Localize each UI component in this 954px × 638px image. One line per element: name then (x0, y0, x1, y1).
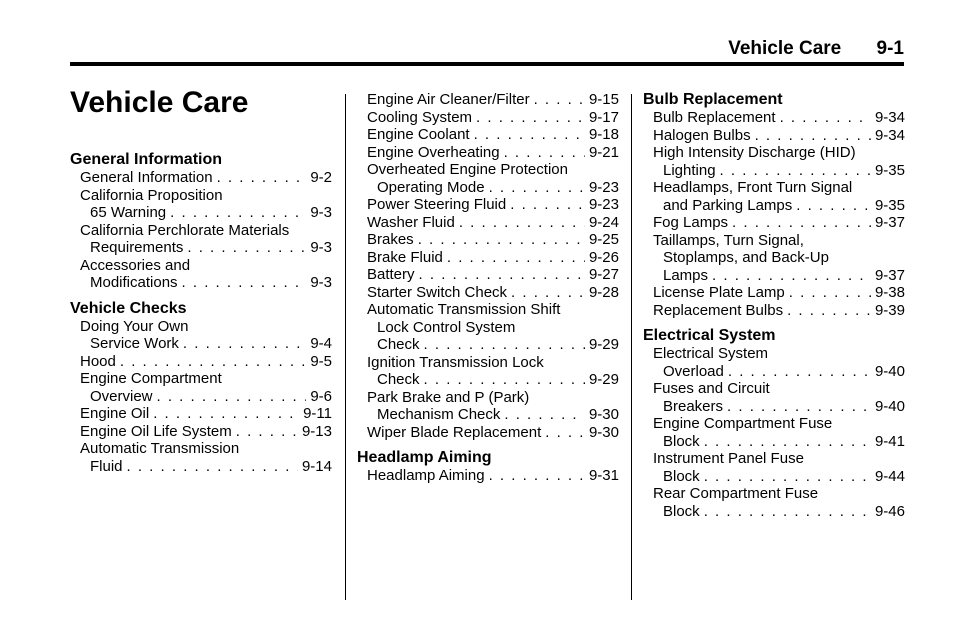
toc-page-number: 9-34 (874, 126, 905, 144)
toc-entry (643, 302, 905, 320)
dot-leader (545, 424, 585, 442)
toc-entry (70, 187, 332, 222)
toc-entry-line (653, 468, 905, 486)
toc-entry-line (80, 187, 332, 205)
toc-entry-line (653, 284, 905, 302)
toc-page-number: 9-34 (874, 109, 905, 126)
toc-page-number: 9-28 (588, 283, 619, 301)
toc-page-number: 9-44 (874, 467, 905, 485)
dot-leader (187, 239, 306, 257)
toc-entry-line (80, 353, 332, 371)
dot-leader (504, 144, 585, 162)
toc-entry-line (367, 301, 619, 319)
toc-entry-label: Service Work (90, 335, 179, 352)
toc-entry-label: Engine Compartment (80, 370, 222, 387)
toc-entry-line (653, 214, 905, 232)
dot-leader (459, 214, 585, 232)
toc-entry-line (653, 267, 905, 285)
toc-entry (357, 389, 619, 424)
dot-leader (120, 353, 306, 371)
running-header-page-number: 9-1 (876, 38, 904, 59)
toc-entry-label: Instrument Panel Fuse (653, 450, 804, 467)
toc-entry (70, 423, 332, 441)
toc-entry-label: Fluid (90, 457, 123, 475)
dot-leader (170, 204, 306, 222)
toc-entry-line (653, 485, 905, 503)
toc-page-number: 9-30 (588, 423, 619, 441)
section-heading: Bulb Replacement (643, 91, 783, 108)
toc-page-number: 9-31 (588, 467, 619, 484)
toc-entry (357, 284, 619, 302)
toc-entry (70, 222, 332, 257)
toc-entry-line (80, 335, 332, 353)
toc-entry (357, 91, 619, 109)
toc-entry (643, 485, 905, 520)
toc-entry-label: Requirements (90, 239, 184, 256)
dot-leader (504, 406, 585, 424)
toc-entry-label: Engine Oil (80, 405, 150, 422)
toc-page-number: 9-27 (588, 266, 619, 283)
toc-page-number: 9-3 (310, 204, 332, 221)
dot-leader (424, 371, 585, 389)
toc-entry-line (367, 284, 619, 302)
toc-entry-line (80, 274, 332, 292)
toc-entry-label: Lamps (663, 266, 709, 284)
toc-entry (643, 450, 905, 485)
toc-page-number: 9-37 (874, 214, 905, 231)
toc-entry-label: California Perchlorate Materials (80, 221, 290, 239)
toc-entry-label: Engine Air Cleaner/Filter (367, 91, 530, 108)
header-rule (70, 62, 904, 66)
toc-page-number: 9-23 (588, 178, 619, 196)
toc-entry-label: Block (663, 432, 700, 450)
toc-entry-line (367, 336, 619, 354)
toc-page-number: 9-40 (874, 397, 905, 415)
toc-page-number: 9-3 (310, 239, 332, 256)
toc-entry-line (80, 440, 332, 458)
dot-leader (157, 388, 307, 406)
toc-entry-line (367, 196, 619, 214)
toc-entry-label: Starter Switch Check (367, 283, 508, 301)
toc-entry-line (367, 91, 619, 109)
toc-entry-line (653, 144, 905, 162)
toc-entry (70, 318, 332, 353)
toc-entry (70, 169, 332, 187)
toc-entry-label: Engine Compartment Fuse (653, 415, 833, 432)
toc-entry-line (653, 380, 905, 398)
toc-entry-label: Electrical System (653, 345, 769, 362)
toc-entry-label: Engine Overheating (367, 143, 500, 161)
dot-leader (419, 266, 585, 284)
toc-page-number: 9-13 (301, 422, 332, 440)
toc-entry (357, 231, 619, 249)
toc-page-number: 9-17 (588, 108, 619, 126)
toc-page-number: 9-18 (588, 126, 619, 143)
toc-entry (643, 179, 905, 214)
toc-entry-line (80, 239, 332, 257)
toc-entry (357, 467, 619, 485)
dot-leader (183, 335, 306, 353)
toc-entry-label: 65 Warning (90, 204, 167, 221)
dot-leader (720, 162, 871, 180)
toc-entry-label: Rear Compartment Fuse (653, 485, 819, 502)
toc-entry-label: Engine Coolant (367, 126, 470, 143)
toc-page-number: 9-23 (588, 196, 619, 213)
toc-entry-label: License Plate Lamp (653, 284, 785, 301)
dot-leader (424, 336, 585, 354)
toc-page-number: 9-29 (588, 371, 619, 388)
toc-entry-line (80, 204, 332, 222)
toc-page-number: 9-11 (303, 405, 332, 422)
dot-leader (796, 197, 871, 215)
toc-entry-label: Cooling System (367, 108, 473, 126)
toc-entry-label: Accessories and (80, 256, 191, 274)
toc-entry-line (367, 389, 619, 407)
toc-entry-line (367, 266, 619, 284)
dot-leader (474, 126, 585, 144)
toc-entry-label: Battery (367, 266, 415, 283)
toc-entry (357, 126, 619, 144)
toc-page-number: 9-25 (588, 231, 619, 248)
toc-page-number: 9-4 (310, 335, 332, 352)
toc-entry-label: Overload (663, 362, 724, 380)
toc-entry-label: Washer Fluid (367, 213, 455, 231)
toc-entry-line (80, 318, 332, 336)
toc-entry-line (653, 197, 905, 215)
toc-entry (357, 301, 619, 354)
toc-entry (643, 214, 905, 232)
toc-entry-label: Brake Fluid (367, 248, 443, 266)
toc-entry (357, 249, 619, 267)
dot-leader (127, 458, 298, 476)
toc-entry-label: Taillamps, Turn Signal, (653, 231, 804, 249)
toc-entry-label: Stoplamps, and Back-Up (663, 249, 829, 266)
dot-leader (728, 363, 871, 381)
toc-page-number: 9-14 (301, 457, 332, 475)
toc-entry-line (653, 503, 905, 521)
toc-page-number: 9-6 (310, 387, 332, 405)
toc-page-number: 9-24 (588, 213, 619, 231)
toc-entry-label: Operating Mode (377, 178, 485, 196)
toc-entry-line (653, 415, 905, 433)
dot-leader (712, 267, 871, 285)
toc-entry-label: and Parking Lamps (663, 196, 793, 214)
toc-page-number: 9-41 (874, 432, 905, 450)
toc-entry-line (367, 406, 619, 424)
toc-entry-line (80, 388, 332, 406)
toc-page-number: 9-2 (310, 169, 332, 186)
dot-leader (704, 468, 871, 486)
dot-leader (510, 196, 585, 214)
toc-entry-line (367, 424, 619, 442)
dot-leader (418, 231, 585, 249)
toc-entry-label: Fuses and Circuit (653, 380, 770, 397)
dot-leader (489, 179, 585, 197)
toc-entry-label: Overview (90, 387, 153, 405)
toc-entry (357, 109, 619, 127)
dot-leader (489, 467, 585, 485)
toc-page-number: 9-30 (588, 406, 619, 423)
toc-entry-label: Check (377, 371, 420, 388)
running-header-section: Vehicle Care (728, 38, 842, 59)
dot-leader (511, 284, 585, 302)
toc-entry-line (653, 162, 905, 180)
dot-leader (476, 109, 585, 127)
toc-entry-line (367, 354, 619, 372)
toc-entry (357, 214, 619, 232)
dot-leader (217, 169, 307, 187)
toc-entry (357, 161, 619, 196)
toc-column-1 (70, 151, 332, 475)
toc-entry (643, 380, 905, 415)
dot-leader (755, 127, 871, 145)
dot-leader (704, 433, 871, 451)
toc-entry-line (653, 232, 905, 250)
column-divider (631, 94, 632, 600)
toc-page-number: 9-38 (874, 284, 905, 301)
running-header (728, 38, 904, 60)
toc-entry-label: Park Brake and P (Park) (367, 388, 530, 406)
toc-entry (357, 144, 619, 162)
toc-entry-line (80, 169, 332, 187)
toc-page-number: 9-40 (874, 362, 905, 380)
toc-entry-line (80, 370, 332, 388)
section-heading: Vehicle Checks (70, 299, 187, 317)
toc-entry-label: Halogen Bulbs (653, 126, 751, 144)
toc-page-number: 9-35 (874, 161, 905, 179)
toc-entry-line (80, 423, 332, 441)
toc-column-3 (643, 91, 905, 520)
toc-entry-label: Wiper Blade Replacement (367, 423, 542, 441)
toc-entry (70, 257, 332, 292)
toc-entry-label: Automatic Transmission (80, 440, 240, 457)
toc-page-number: 9-26 (588, 248, 619, 266)
toc-entry-label: Headlamp Aiming (367, 467, 485, 484)
toc-entry (70, 353, 332, 371)
toc-entry-line (653, 398, 905, 416)
dot-leader (182, 274, 307, 292)
dot-leader (447, 249, 585, 267)
toc-entry-line (367, 249, 619, 267)
toc-entry-label: Modifications (90, 274, 178, 291)
dot-leader (236, 423, 298, 441)
toc-page-number: 9-39 (874, 301, 905, 319)
section-heading: Headlamp Aiming (357, 449, 492, 466)
toc-entry (70, 370, 332, 405)
toc-entry-label: Lock Control System (377, 318, 516, 336)
toc-entry-label: Overheated Engine Protection (367, 161, 568, 178)
chapter-title: Vehicle Care (70, 86, 249, 119)
toc-entry-line (367, 161, 619, 179)
toc-entry-line (653, 450, 905, 468)
toc-entry (357, 266, 619, 284)
toc-entry (357, 424, 619, 442)
toc-entry-label: Hood (80, 352, 116, 370)
toc-entry (357, 354, 619, 389)
toc-entry-line (367, 144, 619, 162)
section-heading: General Information (70, 151, 223, 168)
toc-page-number: 9-35 (874, 196, 905, 214)
toc-entry-label: Check (377, 336, 420, 353)
toc-entry-line (653, 127, 905, 145)
toc-page-number: 9-21 (588, 143, 619, 161)
toc-entry (643, 109, 905, 127)
toc-entry-label: Power Steering Fluid (367, 196, 507, 213)
toc-entry-line (653, 433, 905, 451)
toc-entry-line (653, 363, 905, 381)
toc-entry-label: Mechanism Check (377, 406, 501, 423)
toc-entry-line (653, 179, 905, 197)
dot-leader (727, 398, 871, 416)
toc-entry-label: Brakes (367, 231, 414, 248)
toc-entry-line (80, 405, 332, 423)
toc-entry-line (367, 179, 619, 197)
toc-entry-label: Replacement Bulbs (653, 301, 784, 319)
toc-entry-line (653, 345, 905, 363)
dot-leader (534, 91, 585, 109)
toc-entry (643, 232, 905, 285)
toc-entry-label: High Intensity Discharge (HID) (653, 144, 856, 161)
toc-entry (643, 415, 905, 450)
dot-leader (732, 214, 871, 232)
toc-page-number: 9-37 (874, 266, 905, 284)
toc-entry-line (653, 302, 905, 320)
toc-entry-label: Lighting (663, 161, 716, 179)
toc-entry-label: Automatic Transmission Shift (367, 301, 561, 318)
toc-entry-line (367, 319, 619, 337)
toc-entry (70, 405, 332, 423)
toc-entry-label: General Information (80, 169, 213, 186)
dot-leader (780, 109, 871, 127)
toc-entry-line (367, 371, 619, 389)
column-divider (345, 94, 346, 600)
toc-entry-line (367, 231, 619, 249)
toc-entry (643, 345, 905, 380)
toc-entry-line (653, 109, 905, 127)
toc-entry-line (80, 458, 332, 476)
toc-entry-label: Breakers (663, 397, 724, 415)
toc-page-number: 9-3 (310, 274, 332, 291)
dot-leader (704, 503, 871, 521)
toc-entry-line (367, 126, 619, 144)
toc-entry-label: Bulb Replacement (653, 109, 776, 126)
toc-entry-label: Fog Lamps (653, 214, 729, 231)
toc-entry-line (80, 257, 332, 275)
toc-entry-label: Engine Oil Life System (80, 422, 232, 440)
toc-entry (643, 127, 905, 145)
toc-entry-label: Ignition Transmission Lock (367, 353, 544, 371)
toc-entry-line (367, 467, 619, 485)
toc-entry (357, 196, 619, 214)
dot-leader (153, 405, 299, 423)
toc-entry-label: Block (663, 467, 700, 485)
toc-page-number: 9-15 (588, 91, 619, 108)
toc-entry-line (367, 109, 619, 127)
toc-entry-line (80, 222, 332, 240)
toc-entry-line (653, 249, 905, 267)
toc-entry (70, 440, 332, 475)
toc-entry (643, 144, 905, 179)
dot-leader (787, 302, 871, 320)
toc-entry-label: Block (663, 502, 700, 520)
toc-entry-label: Headlamps, Front Turn Signal (653, 179, 853, 196)
dot-leader (789, 284, 871, 302)
toc-column-2 (357, 91, 619, 485)
toc-page-number: 9-5 (310, 352, 332, 370)
section-heading: Electrical System (643, 327, 776, 344)
toc-entry (643, 284, 905, 302)
toc-entry-label: California Proposition (80, 186, 223, 204)
toc-page-number: 9-46 (874, 502, 905, 520)
toc-entry-line (367, 214, 619, 232)
toc-entry-label: Doing Your Own (80, 317, 189, 335)
toc-page-number: 9-29 (588, 336, 619, 353)
